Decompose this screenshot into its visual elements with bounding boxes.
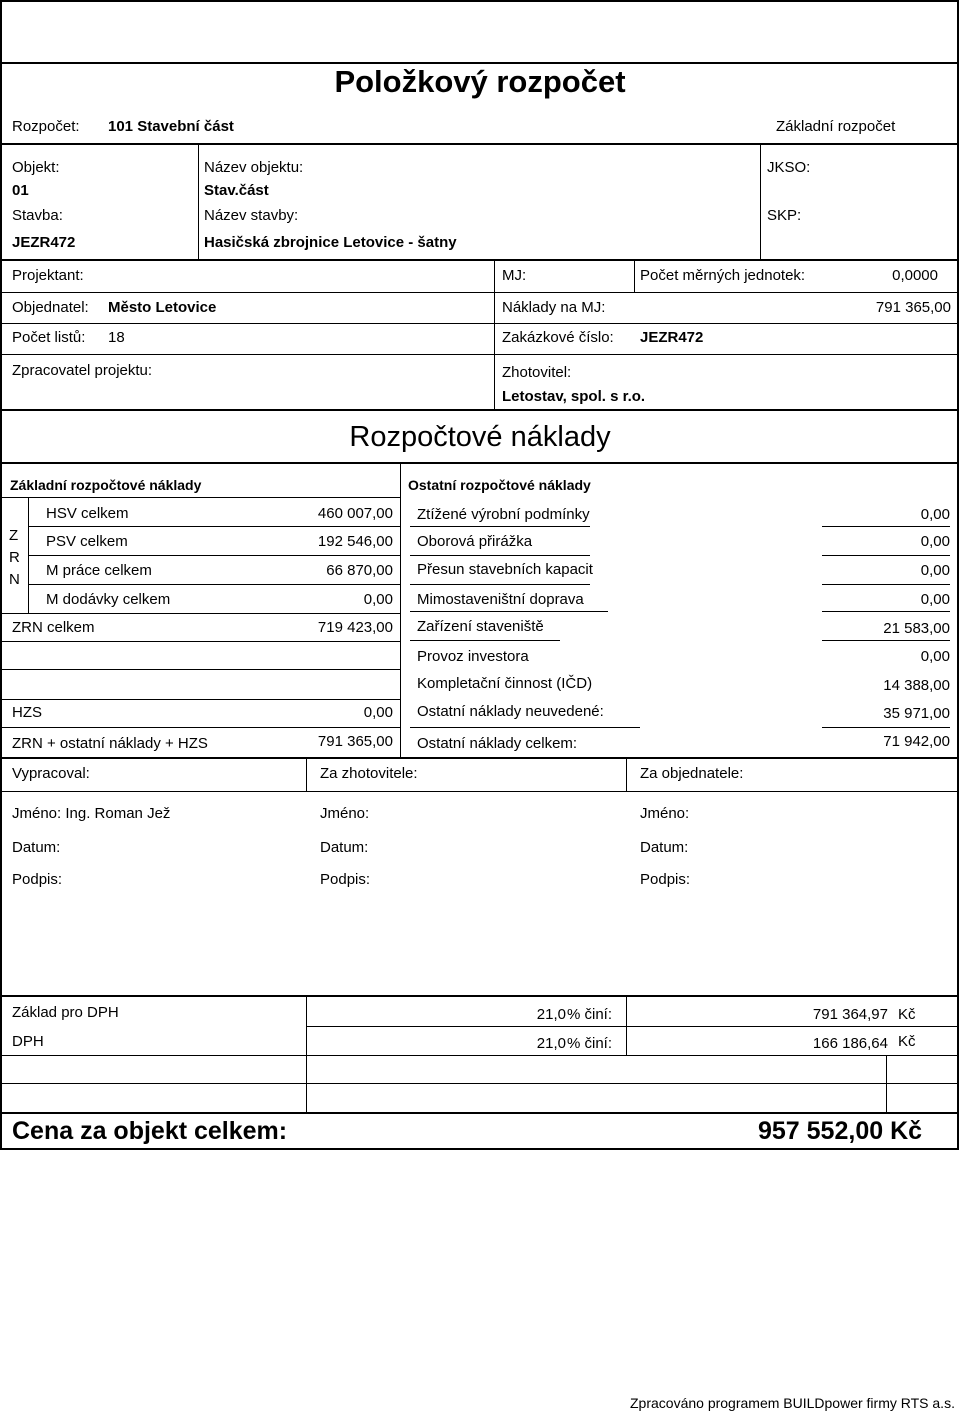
stavba-label: Stavba:: [12, 207, 63, 224]
underline-r1b: [822, 526, 950, 527]
underline-r2b: [822, 555, 950, 556]
oborova-value: 0,00: [920, 533, 950, 550]
underline-r1: [410, 526, 590, 527]
pocet-mernych-label: Počet měrných jednotek:: [640, 267, 806, 284]
rozpocet-value: 101 Stavební část: [108, 118, 234, 135]
psv-label: PSV celkem: [46, 533, 128, 550]
zakazkove-cislo-label: Zakázkové číslo:: [502, 329, 614, 346]
divider-under-costs: [0, 757, 959, 759]
divider-row-mprace: [28, 584, 400, 585]
underline-r4: [410, 611, 608, 612]
zhotovitel-value: Letostav, spol. s r.o.: [502, 388, 646, 405]
divider-middle-col-top: [494, 259, 495, 409]
divider-costs-middle: [400, 462, 401, 757]
podpis-vypracoval: Podpis:: [12, 871, 63, 888]
neuvedene-label: Ostatní náklady neuvedené:: [417, 703, 604, 720]
underline-r5: [410, 640, 560, 641]
divider-under-stavba: [0, 259, 959, 261]
divider-under-zpracovatel: [0, 409, 959, 411]
left-heading: Základní rozpočtové náklady: [10, 477, 202, 493]
divider-under-rozpocet: [0, 143, 959, 145]
zaklad-dph-value: 791 364,97: [812, 1006, 888, 1023]
divider-dph-row2: [0, 1055, 959, 1056]
provoz-label: Provoz investora: [417, 648, 529, 665]
mj-label: MJ:: [502, 267, 527, 284]
m-dodavky-label: M dodávky celkem: [46, 591, 171, 608]
frame-left-border: [0, 0, 2, 1150]
zrn-letter-z: Z: [9, 527, 19, 544]
pocet-listu-value: 18: [108, 329, 125, 346]
datum-vypracoval: Datum:: [12, 839, 61, 856]
frame-bottom-border: [0, 1148, 959, 1150]
mimostaveniste-value: 0,00: [920, 591, 950, 608]
total-label: Cena za objekt celkem:: [12, 1117, 288, 1145]
footer-credit: Zpracováno programem BUILDpower firmy RTS a.s.: [630, 1395, 955, 1411]
divider-under-objednatel: [0, 323, 959, 324]
divider-under-costs-title: [0, 462, 959, 464]
underline-r5b: [822, 640, 950, 641]
ostatni-celkem-label: Ostatní náklady celkem:: [417, 735, 578, 752]
oborova-label: Oborová přirážka: [417, 533, 533, 550]
frame-top-border: [0, 0, 959, 2]
divider-dph-row1: [306, 1026, 958, 1027]
nazev-stavby-value: Hasičská zbrojnice Letovice - šatny: [204, 234, 457, 251]
underline-r2: [410, 555, 590, 556]
underline-r8b: [822, 727, 950, 728]
datum-zhotovitel: Datum:: [320, 839, 369, 856]
hsv-label: HSV celkem: [46, 505, 129, 522]
vypracoval-label: Vypracoval:: [12, 765, 90, 782]
presun-label: Přesun stavebních kapacit: [417, 561, 593, 578]
objekt-value: 01: [12, 182, 29, 199]
divider-under-projektant: [0, 292, 959, 293]
zaklad-dph-currency: Kč: [898, 1006, 916, 1023]
zhotovitel-label: Zhotovitel:: [502, 364, 572, 381]
divider-row-psv: [28, 555, 400, 556]
divider-objekt-col: [198, 143, 199, 259]
zrn-celkem-value: 719 423,00: [317, 619, 393, 636]
naklady-mj-label: Náklady na MJ:: [502, 299, 606, 316]
kompletacni-label: Kompletační činnost (IČD): [417, 675, 593, 692]
pocet-mernych-value: 0,0000: [892, 267, 938, 284]
nazev-stavby-label: Název stavby:: [204, 207, 299, 224]
dph-value: 166 186,64: [812, 1035, 888, 1052]
m-prace-value: 66 870,00: [326, 562, 393, 579]
divider-under-pocet-listu: [0, 354, 959, 355]
zakazkove-cislo-value: JEZR472: [640, 329, 704, 346]
divider-row-hsv: [28, 526, 400, 527]
psv-value: 192 546,00: [317, 533, 393, 550]
divider-jkso-col: [760, 143, 761, 259]
projektant-label: Projektant:: [12, 267, 84, 284]
objednatel-label: Objednatel:: [12, 299, 89, 316]
underline-r3b: [822, 584, 950, 585]
grand-zrn-label: ZRN + ostatní náklady + HZS: [12, 735, 208, 752]
jkso-label: JKSO:: [767, 159, 811, 176]
dph-label: DPH: [12, 1033, 44, 1050]
divider-row-mdodavky: [0, 613, 400, 614]
divider-row-zrn: [0, 641, 400, 642]
ostatni-celkem-value: 71 942,00: [883, 733, 950, 750]
zrn-celkem-label: ZRN celkem: [12, 619, 95, 636]
pocet-listu-label: Počet listů:: [12, 329, 86, 346]
frame-right-border: [957, 0, 959, 1150]
divider-above-total: [0, 1112, 959, 1114]
jmeno-vypracoval: Jméno: Ing. Roman Jež: [12, 805, 171, 822]
right-heading: Ostatní rozpočtové náklady: [408, 477, 591, 493]
podpis-zhotovitel: Podpis:: [320, 871, 371, 888]
hsv-value: 460 007,00: [317, 505, 393, 522]
divider-sig-left: [306, 757, 307, 791]
costs-title: Rozpočtové náklady: [349, 421, 611, 453]
zarizeni-value: 21 583,00: [883, 620, 950, 637]
nazev-objektu-value: Stav.část: [204, 182, 269, 199]
dph-cini: % činí:: [567, 1035, 613, 1052]
ztizene-label: Ztížené výrobní podmínky: [417, 506, 590, 523]
skp-label: SKP:: [767, 207, 802, 224]
zpracovatel-label: Zpracovatel projektu:: [12, 362, 153, 379]
underline-r4b: [822, 611, 950, 612]
rozpocet-type: Základní rozpočet: [776, 118, 896, 135]
divider-under-sig-headings: [0, 791, 959, 792]
divider-dph-row3: [0, 1083, 959, 1084]
dph-rate: 21,0: [536, 1035, 566, 1052]
mimostaveniste-label: Mimostaveništní doprava: [417, 591, 584, 608]
zaklad-dph-label: Základ pro DPH: [12, 1004, 119, 1021]
hzs-label: HZS: [12, 704, 42, 721]
zrn-letter-r: R: [9, 549, 20, 566]
zaklad-dph-rate: 21,0: [536, 1006, 566, 1023]
divider-row-blank1: [0, 669, 400, 670]
stavba-value: JEZR472: [12, 234, 76, 251]
ztizene-value: 0,00: [920, 506, 950, 523]
divider-row-hzs: [0, 727, 400, 728]
divider-above-dph: [0, 995, 959, 997]
divider-sig-right: [626, 757, 627, 791]
provoz-value: 0,00: [920, 648, 950, 665]
underline-r3: [410, 584, 590, 585]
zarizeni-label: Zařízení staveniště: [417, 618, 544, 635]
neuvedene-value: 35 971,00: [883, 705, 950, 722]
hzs-value: 0,00: [363, 704, 393, 721]
jmeno-objednatel: Jméno:: [640, 805, 690, 822]
total-value: 957 552,00 Kč: [758, 1117, 923, 1145]
grand-zrn-value: 791 365,00: [317, 733, 393, 750]
za-objednatele-label: Za objednatele:: [640, 765, 744, 782]
dph-currency: Kč: [898, 1033, 916, 1050]
divider-dph-col2: [626, 995, 627, 1055]
m-dodavky-value: 0,00: [363, 591, 393, 608]
jmeno-zhotovitel: Jméno:: [320, 805, 370, 822]
kompletacni-value: 14 388,00: [883, 677, 950, 694]
objekt-label: Objekt:: [12, 159, 60, 176]
datum-objednatel: Datum:: [640, 839, 689, 856]
divider-under-left-heading: [0, 497, 400, 498]
objednatel-value: Město Letovice: [108, 299, 217, 316]
presun-value: 0,00: [920, 562, 950, 579]
underline-r8: [410, 727, 640, 728]
divider-dph-col1: [306, 995, 307, 1112]
za-zhotovitele-label: Za zhotovitele:: [320, 765, 418, 782]
nazev-objektu-label: Název objektu:: [204, 159, 304, 176]
divider-row-blank2: [0, 699, 400, 700]
podpis-objednatel: Podpis:: [640, 871, 691, 888]
page-title: Položkový rozpočet: [334, 64, 626, 99]
naklady-mj-value: 791 365,00: [875, 299, 951, 316]
zaklad-dph-cini: % činí:: [567, 1006, 613, 1023]
divider-mj-col: [634, 259, 635, 292]
zrn-letter-n: N: [9, 571, 20, 588]
rozpocet-label: Rozpočet:: [12, 118, 80, 135]
m-prace-label: M práce celkem: [46, 562, 152, 579]
